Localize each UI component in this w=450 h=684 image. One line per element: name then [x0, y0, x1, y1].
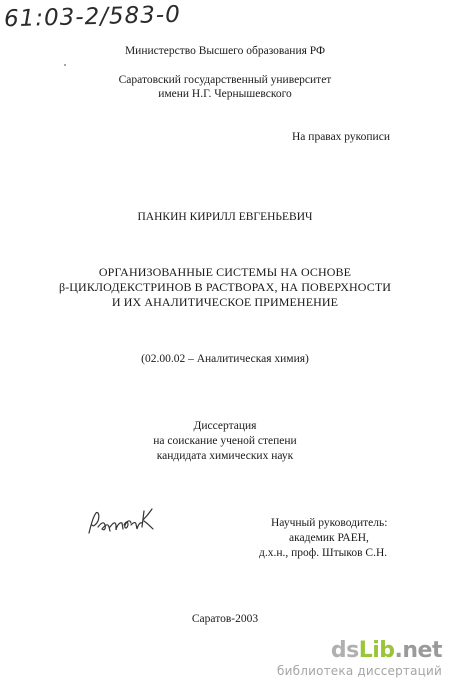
city-year: Саратов-2003: [191, 613, 259, 625]
title-line-1: ОРГАНИЗОВАННЫЕ СИСТЕМЫ НА ОСНОВЕ: [98, 265, 352, 279]
title-line-2: β-ЦИКЛОДЕКСТРИНОВ В РАСТВОРАХ, НА ПОВЕРХНОСТИ: [58, 280, 392, 294]
title-line-3: И ИХ АНАЛИТИЧЕСКОЕ ПРИМЕНЕНИЕ: [111, 295, 339, 309]
ministry-name: Министерство Высшего образования РФ: [124, 45, 326, 57]
specialty-code: (02.00.02 – Аналитическая химия): [141, 353, 309, 365]
handwritten-stamp-number: 61:03-2/583-0: [3, 1, 182, 33]
scan-speck: [64, 64, 66, 66]
supervisor-title: академик РАЕН,: [289, 532, 369, 544]
dissertation-type-line2: на соискание ученой степени: [153, 435, 297, 447]
author-name: ПАНКИН КИРИЛЛ ЕВГЕНЬЕВИЧ: [137, 211, 313, 223]
dissertation-type-line3: кандидата химических наук: [156, 450, 294, 462]
supervisor-label: Научный руководитель:: [271, 517, 388, 529]
watermark-logo: dsLib.net: [330, 638, 442, 663]
dissertation-type-line1: Диссертация: [193, 420, 257, 432]
watermark-caption: библиотека диссертаций: [277, 664, 442, 678]
university-name-line2: имени Н.Г. Чернышевского: [158, 88, 292, 100]
university-name-line1: Саратовский государственный университет: [118, 74, 332, 86]
supervisor-name: д.х.н., проф. Штыков С.Н.: [259, 547, 388, 559]
watermark: [277, 639, 442, 678]
manuscript-rights: На правах рукописи: [292, 131, 390, 143]
handwritten-signature: [86, 503, 158, 543]
